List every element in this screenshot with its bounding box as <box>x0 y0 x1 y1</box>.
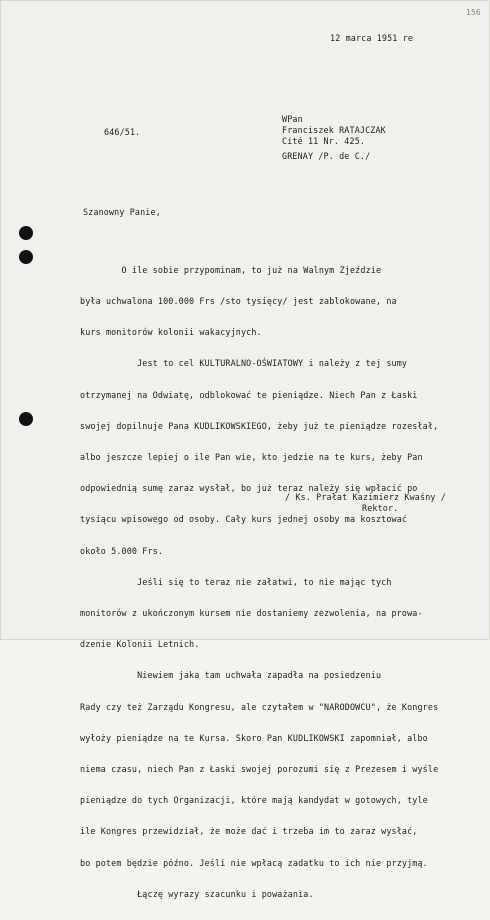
body-line: otrzymanej na Odwiatę, odblokować te pieniądze. Niech Pan z Łaski <box>80 389 418 400</box>
punch-hole <box>19 412 33 426</box>
letter-date: 12 marca 1951 re <box>330 33 414 43</box>
body-line: Łączę wyrazy szacunku i poważania. <box>80 888 314 899</box>
signature-title: Rektor. <box>362 503 399 513</box>
body-line: tysiącu wpisowego od osoby. Cały kurs jednej osoby ma kosztować <box>80 514 408 525</box>
body-line: monitorów z ukończonym kursem nie dostaniemy zezwolenia, na prowa- <box>80 608 423 619</box>
body-line: albo jeszcze lepiej o ile Pan wie, kto jedzie na te kurs, żeby Pan <box>80 452 423 463</box>
recipient-city: GRENAY /P. de C./ <box>282 151 371 161</box>
body-line: niema czasu, niech Pan z Łaski swojej porozumi się z Prezesem i wyśle <box>80 764 439 775</box>
page-number: 156 <box>466 8 481 17</box>
body-line: pieniądze do tych Organizacji, które mają kandydat w gotowych, tyle <box>80 795 428 806</box>
recipient-salutation: WPan <box>282 114 303 124</box>
body-line: Jest to cel KULTURALNO-OŚWIATOWY i należy z tej sumy <box>80 358 408 369</box>
body-line: wyłoży pieniądze na te Kursa. Skoro Pan KUDLIKOWSKI zapomniał, albo <box>80 732 428 743</box>
body-line: O ile sobie przypominam, to już na Walnym Zjeździe <box>80 264 382 275</box>
greeting: Szanowny Panie, <box>83 207 161 217</box>
body-line: Rady czy też Zarządu Kongresu, ale czytałem w "NARODOWCU", że Kongres <box>80 701 439 712</box>
body-line: ile Kongres przewidział, że może dać i trzeba im to zaraz wysłać, <box>80 826 418 837</box>
letter-body <box>80 244 438 920</box>
reference-number: 646/51. <box>104 127 141 137</box>
body-line: odpowiednią sumę zaraz wysłał, bo już teraz należy się wpłacić po <box>80 483 418 494</box>
recipient-name: Franciszek RATAJCZAK <box>282 125 386 135</box>
body-line: około 5.000 Frs. <box>80 545 164 556</box>
body-line: bo potem będzie późno. Jeśli nie wpłacą zadatku to ich nie przyjmą. <box>80 857 428 868</box>
body-line: dzenie Kolonii Letnich. <box>80 639 200 650</box>
recipient-address: Cité 11 Nr. 425. <box>282 136 366 146</box>
body-line: kurs monitorów kolonii wakacyjnych. <box>80 327 262 338</box>
body-line: swojej dopilnuje Pana KUDLIKOWSKIEGO, żeby już te pieniądze rozesłał, <box>80 420 439 431</box>
punch-hole <box>19 250 33 264</box>
body-line: Niewiem jaka tam uchwała zapadła na posiedzeniu <box>80 670 382 681</box>
body-line: Jeśli się to teraz nie załatwi, to nie mając tych <box>80 576 392 587</box>
punch-hole <box>19 226 33 240</box>
body-line: była uchwalona 100.000 Frs /sto tysięcy/ jest zablokowane, na <box>80 296 397 307</box>
signature-name: / Ks. Prałat Kazimierz Kwaśny / <box>285 492 446 502</box>
